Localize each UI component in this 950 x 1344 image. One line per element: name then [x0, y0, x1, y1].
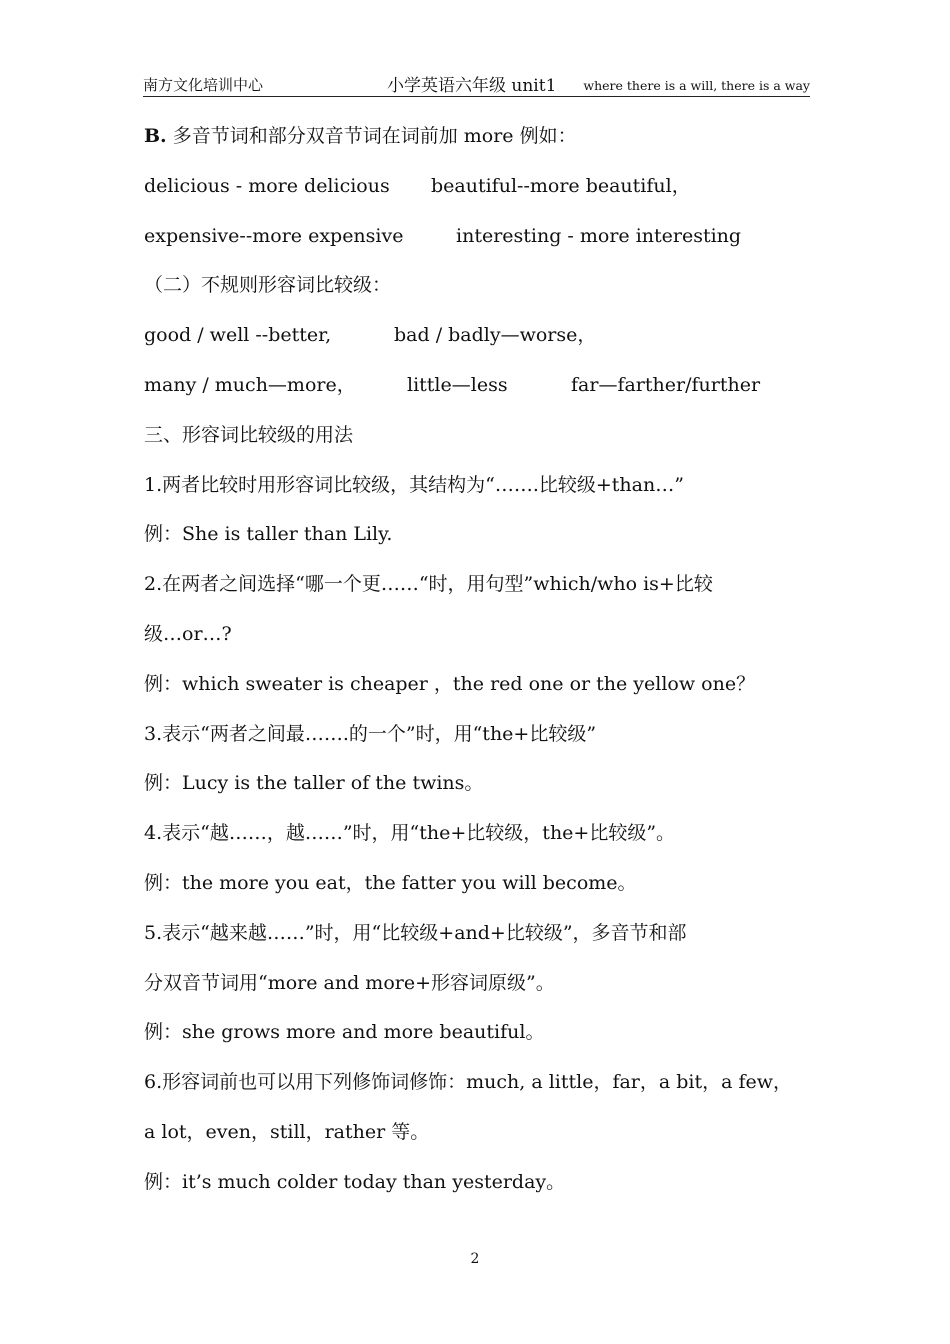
- usage-2-cont: 级…or…?: [144, 622, 232, 645]
- example-line-2: [144, 218, 814, 268]
- irregular-line-1: [144, 317, 814, 367]
- usage-6-example: 例：it’s much colder today than yesterday。: [144, 1170, 566, 1193]
- irregular-little: little—less: [407, 373, 508, 396]
- header-course-title: 小学英语六年级 unit1: [387, 76, 557, 96]
- document-body: [144, 118, 814, 1214]
- rule-b-label: B.: [144, 125, 167, 147]
- example-expensive: expensive--more expensive: [144, 224, 404, 247]
- usage-4: 4.表示“越……，越……”时，用“the+比较级，the+比较级”。: [144, 822, 676, 845]
- usage-6: 6.形容词前也可以用下列修饰词修饰：much, a little，far，a bit，a few，: [144, 1071, 793, 1094]
- rule-b-text: 多音节词和部分双音节词在词前加 more 例如：: [166, 125, 577, 147]
- irregular-good: good / well --better,: [144, 324, 332, 347]
- usage-6-cont: a lot，even，still，rather 等。: [144, 1120, 430, 1143]
- usage-5: 5.表示“越来越……”时，用“比较级+and+比较级”，多音节和部: [144, 921, 687, 944]
- usage-3-example: 例：Lucy is the taller of the twins。: [144, 772, 484, 795]
- usage-4-example: 例：the more you eat，the fatter you will become。: [144, 871, 637, 894]
- usage-3: 3.表示“两者之间最…….的一个”时，用“the+比较级”: [144, 722, 597, 745]
- irregular-heading: （二）不规则形容词比较级：: [144, 274, 392, 297]
- usage-heading: 三、形容词比较级的用法: [144, 423, 354, 446]
- irregular-line-2: [144, 367, 814, 417]
- irregular-far: far—farther/further: [571, 373, 761, 396]
- rule-b-line: [144, 118, 814, 168]
- usage-5-example: 例：she grows more and more beautiful。: [144, 1021, 545, 1044]
- usage-2-example: 例：which sweater is cheaper ，the red one or the yellow one？: [144, 672, 756, 695]
- irregular-bad: bad / badly—worse，: [394, 324, 597, 347]
- page-number: 2: [470, 1251, 480, 1267]
- usage-1-example: 例：She is taller than Lily.: [144, 523, 393, 546]
- usage-1: 1.两者比较时用形容词比较级，其结构为“…….比较级+than…”: [144, 473, 684, 496]
- header-organization: 南方文化培训中心: [143, 76, 264, 94]
- irregular-many: many / much—more，: [144, 373, 356, 396]
- usage-5-cont: 分双音节词用“more and more+形容词原级”。: [144, 971, 555, 994]
- example-beautiful: beautiful--more beautiful，: [431, 174, 691, 197]
- example-interesting: interesting - more interesting: [456, 224, 742, 247]
- example-line-1: [144, 168, 814, 218]
- header-motto: where there is a will, there is a way: [583, 78, 810, 93]
- page-header: [143, 66, 810, 97]
- usage-2: 2.在两者之间选择“哪一个更……“时，用句型”which/who is+比较: [144, 573, 713, 596]
- example-delicious: delicious - more delicious: [144, 174, 390, 197]
